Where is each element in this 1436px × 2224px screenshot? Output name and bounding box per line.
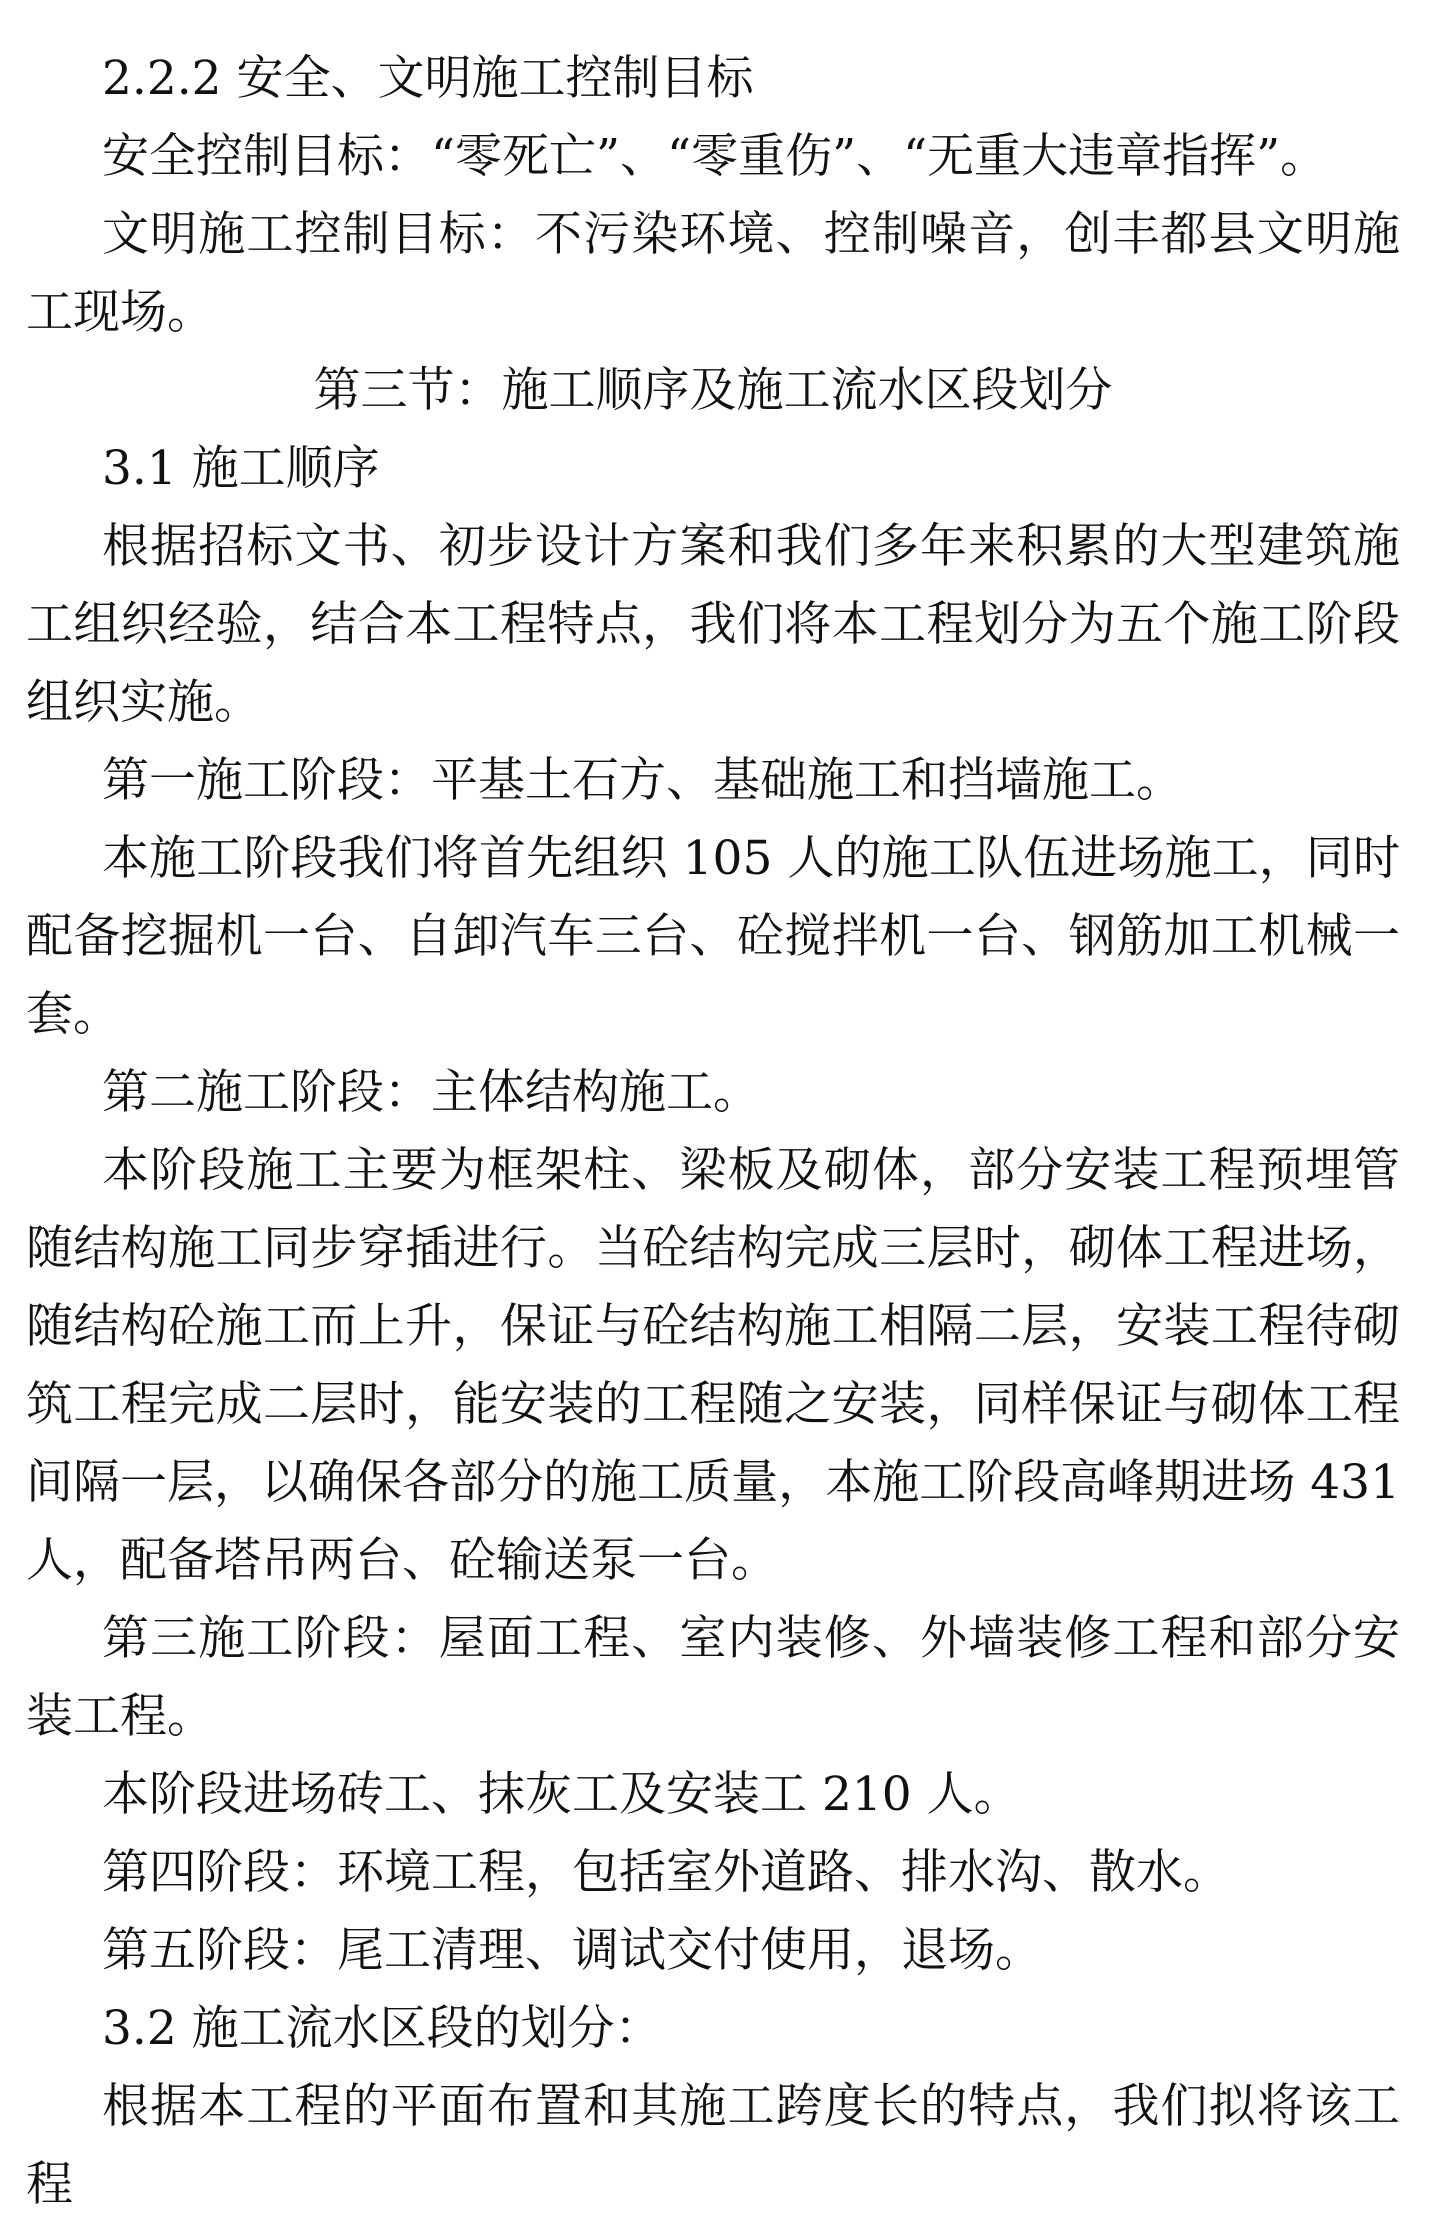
paragraph-stage-3-title: 第三施工阶段：屋面工程、室内装修、外墙装修工程和部分安装工程。: [26, 1611, 1400, 1744]
civilized-construction-goal-paragraph: 文明施工控制目标：不污染环境、控制噪音，创丰都县文明施工现场。: [26, 207, 1400, 340]
section-heading-3: 第三节：施工顺序及施工流水区段划分: [313, 363, 1113, 418]
paragraph-stage-1-detail: 本施工阶段我们将首先组织 105 人的施工队伍进场施工，同时配备挖掘机一台、自卸汽车三台、砼搅拌机一台、钢筋加工机械一套。: [26, 831, 1400, 1042]
paragraph-stage-5: 第五阶段：尾工清理、调试交付使用，退场。: [102, 1923, 1042, 1978]
subsection-heading-3-2: 3.2 施工流水区段的划分：: [102, 2001, 662, 2056]
subsection-heading-2-2-2: 2.2.2 安全、文明施工控制目标: [102, 51, 754, 106]
paragraph-stage-overview: 根据招标文书、初步设计方案和我们多年来积累的大型建筑施工组织经验，结合本工程特点，我们将本工程划分为五个施工阶段组织实施。: [26, 519, 1400, 730]
paragraph-stage-3-detail: 本阶段进场砖工、抹灰工及安装工 210 人。: [102, 1767, 1021, 1822]
paragraph-stage-1-title: 第一施工阶段：平基土石方、基础施工和挡墙施工。: [102, 753, 1183, 808]
paragraph-stage-4: 第四阶段：环境工程，包括室外道路、排水沟、散水。: [102, 1845, 1230, 1900]
paragraph-flow-section-division: 根据本工程的平面布置和其施工跨度长的特点，我们拟将该工程: [26, 2079, 1400, 2212]
document-body: [26, 40, 1400, 2224]
paragraph-stage-2-title: 第二施工阶段：主体结构施工。: [102, 1065, 760, 1120]
safety-goal-paragraph: 安全控制目标：“零死亡”、“零重伤”、“无重大违章指挥”。: [102, 129, 1328, 184]
subsection-heading-3-1: 3.1 施工顺序: [102, 441, 380, 496]
paragraph-stage-2-detail: 本阶段施工主要为框架柱、梁板及砌体，部分安装工程预埋管随结构施工同步穿插进行。当砼结构完成三层时，砌体工程进场，随结构砼施工而上升，保证与砼结构施工相隔二层，安装工程待砌筑工程完成二层时，能安装的工程随之安装，同样保证与砌体工程间隔一层，以确保各部分的施工质量，本施工阶段高峰期进场 431 人，配备塔吊两台、砼输送泵一台。: [26, 1143, 1400, 1588]
